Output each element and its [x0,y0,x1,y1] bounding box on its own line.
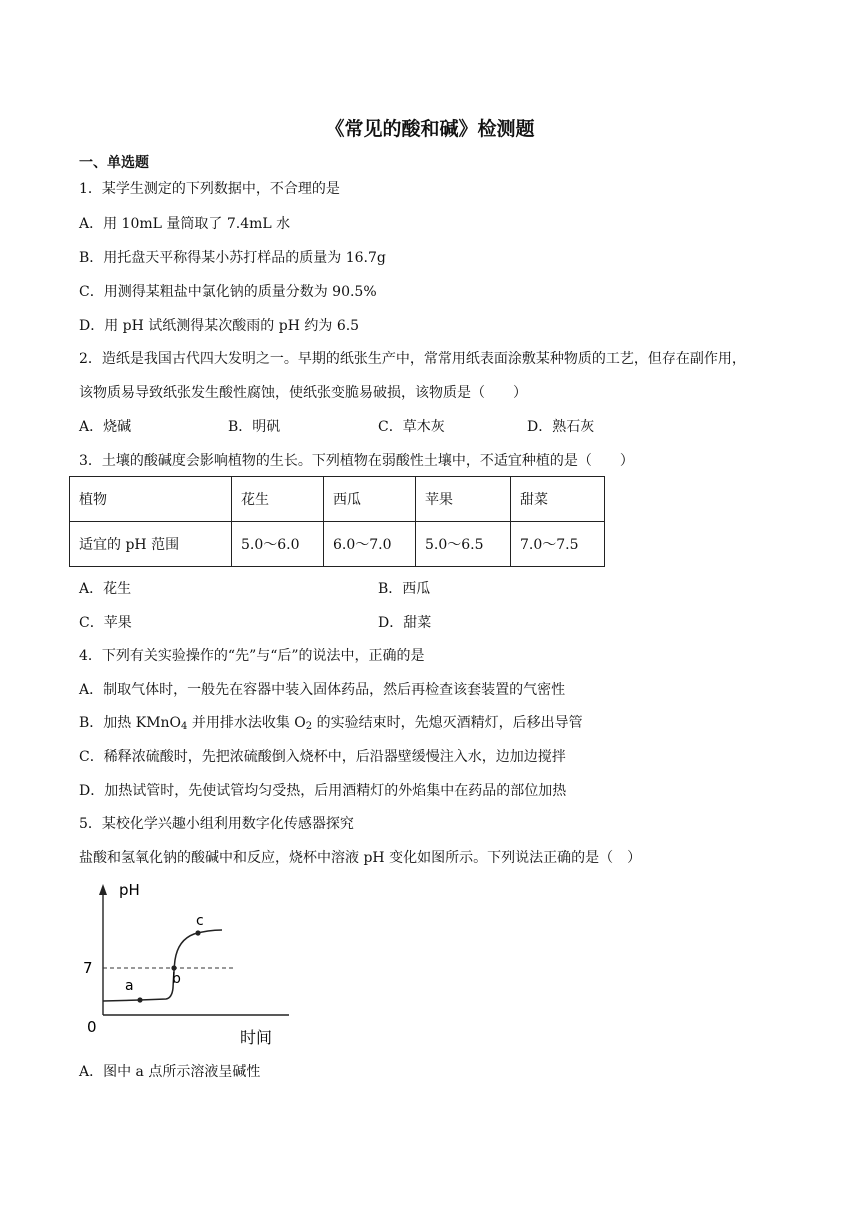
x-axis-label: 时间 [240,1028,273,1047]
ph-range-table [69,476,605,567]
ph-change-graph [76,870,306,1048]
q4-option-c: C．稀释浓硫酸时，先把浓硫酸倒入烧杯中，后沿器壁缓慢注入水，边加边搅拌 [79,749,566,765]
table-row [70,477,605,522]
q1-option-a: A．用 10mL 量筒取了 7.4mL 水 [79,216,291,232]
q2-option-b: B．明矾 [228,419,281,435]
table-cell: 5.0～6.0 [232,522,324,567]
table-cell: 苹果 [416,477,511,522]
page-title: 《常见的酸和碱》检测题 [325,118,535,140]
ph-curve [103,930,222,1001]
q2-option-d: D．熟石灰 [527,419,595,435]
q4-option-b-subscript: 4 [181,721,188,732]
q4-option-b-text: 的实验结束时，先熄灭酒精灯，后移出导管 [312,715,583,731]
table-cell: 5.0～6.5 [416,522,511,567]
q4-option-d: D．加热试管时，先使试管均匀受热，后用酒精灯的外焰集中在药品的部位加热 [79,783,567,799]
point-c-marker [195,930,200,935]
point-a-label: a [125,978,134,994]
q4-option-b-text: B．加热 KMnO [79,715,182,731]
table-cell: 6.0～7.0 [324,522,416,567]
table-cell: 适宜的 pH 范围 [70,522,232,567]
q2-stem-line2: 该物质易导致纸张发生酸性腐蚀，使纸张变脆易破损，该物质是（ ） [79,385,527,401]
q4-stem: 4．下列有关实验操作的“先”与“后”的说法中，正确的是 [79,648,425,664]
q4-option-b-text: 并用排水法收集 O [187,715,306,731]
point-b-marker [171,965,176,970]
q2-option-c: C．草木灰 [378,419,445,435]
q4-option-a: A．制取气体时，一般先在容器中装入固体药品，然后再检查该套装置的气密性 [79,682,566,698]
ph7-label: 7 [83,959,93,977]
point-a-marker [137,997,142,1002]
point-b-label: b [172,971,181,987]
point-c-label: c [196,913,204,929]
q3-stem: 3．土壤的酸碱度会影响植物的生长。下列植物在弱酸性土壤中，不适宜种植的是（ ） [79,453,634,469]
q3-option-d: D．甜菜 [378,615,432,631]
q3-option-c: C．苹果 [79,615,132,631]
q4-option-b-subscript: 2 [305,721,313,732]
q3-option-b: B．西瓜 [378,581,431,597]
origin-label: 0 [87,1018,97,1036]
q4-option-b [79,714,583,736]
table-cell: 花生 [232,477,324,522]
q1-stem: 1．某学生测定的下列数据中，不合理的是 [79,181,340,197]
table-cell: 甜菜 [511,477,605,522]
q2-stem-line1: 2．造纸是我国古代四大发明之一。早期的纸张生产中，常常用纸表面涂敷某种物质的工艺，但存在副作用， [79,351,746,367]
q1-option-d: D．用 pH 试纸测得某次酸雨的 pH 约为 6.5 [79,318,360,334]
table-cell: 7.0～7.5 [511,522,605,567]
table-row [70,522,605,567]
q5-stem-line2: 盐酸和氢氧化钠的酸碱中和反应，烧杯中溶液 pH 变化如图所示。下列说法正确的是（ ） [79,850,642,866]
table-cell: 西瓜 [324,477,416,522]
q1-option-b: B．用托盘天平称得某小苏打样品的质量为 16.7g [79,250,386,266]
q1-option-c: C．用测得某粗盐中氯化钠的质量分数为 90.5% [79,284,377,300]
y-axis-arrow [99,884,107,895]
q3-option-a: A．花生 [79,581,132,597]
q2-option-a: A．烧碱 [79,419,132,435]
section-heading: 一、单选题 [79,155,149,171]
q5-stem-line1: 5．某校化学兴趣小组利用数字化传感器探究 [79,816,354,832]
y-axis-label: pH [119,881,140,899]
table-cell: 植物 [70,477,232,522]
q5-option-a: A．图中 a 点所示溶液呈碱性 [79,1064,261,1080]
